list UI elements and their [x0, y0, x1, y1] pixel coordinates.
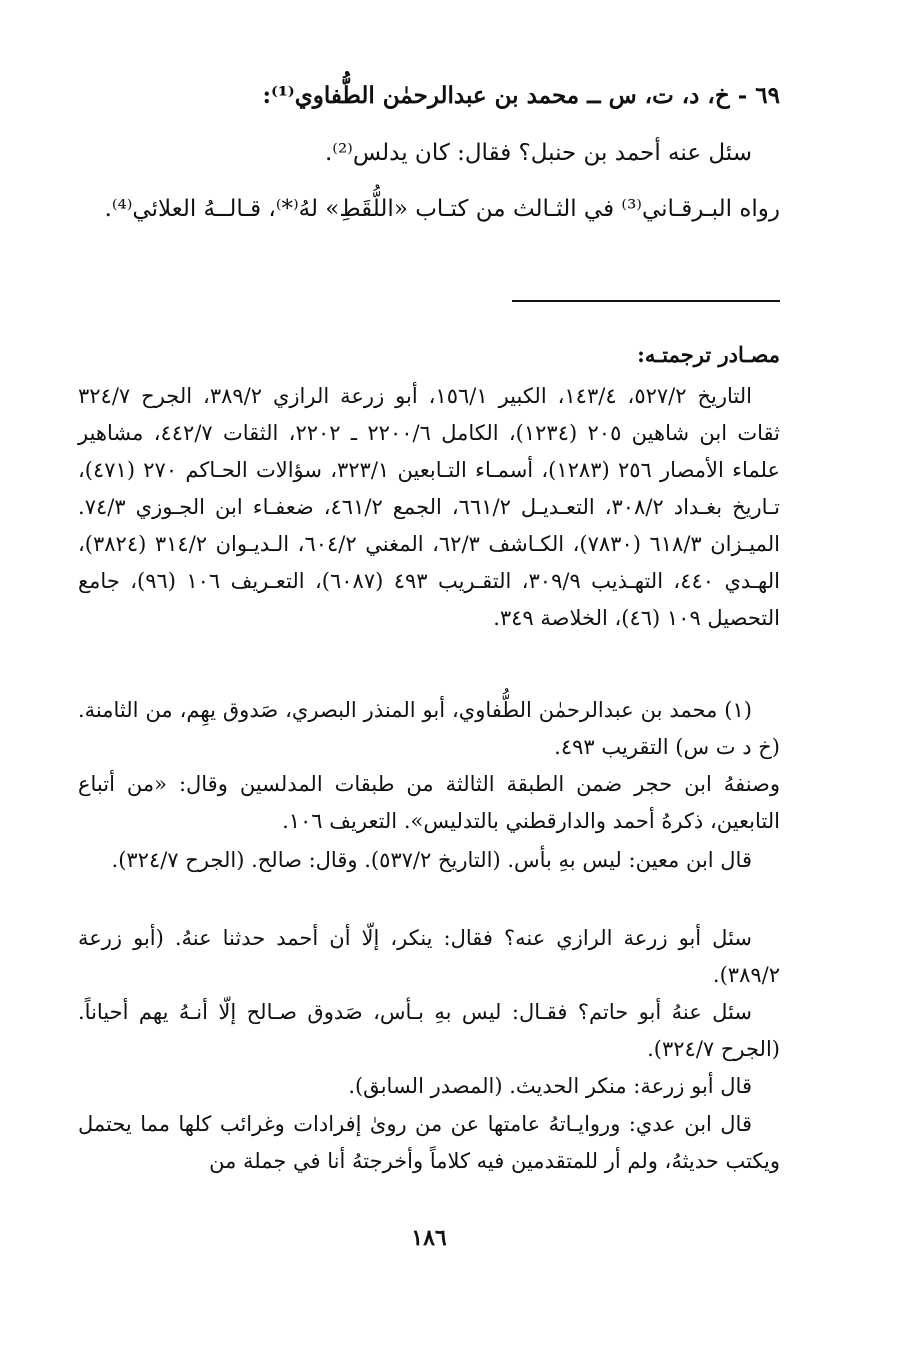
footnote-abu-hatim-text: سئل عنهُ أبو حاتم؟ فقـال: ليس بهِ بـأس، صَدوق صـالح إلّا أنـهُ يهم أحياناً. (الجرح ٣٢٤/٧). — [78, 1000, 780, 1061]
footnote-ibn-main-text: قال ابن معين: ليس بهِ بأس. (التاريخ ٥٣٧/٢). وقال: صالح. (الجرح ٣٢٤/٧). — [111, 848, 752, 872]
entry-line-ahmad — [78, 126, 780, 181]
footnote-abu-zura-text: سئل أبو زرعة الرازي عنه؟ فقال: ينكر، إلّا أن أحمد حدثنا عنهُ. (أبو زرعة ٣٨٩/٢). — [78, 926, 780, 987]
footnote-abu-zura — [78, 920, 780, 994]
sources-heading: مصـادر ترجمتـه: — [637, 342, 780, 367]
sources-list — [78, 378, 780, 637]
footnote-ibn-main — [78, 842, 780, 879]
entry-line-barqani — [78, 182, 780, 237]
footnote-tabaqat-text: وصنفهُ ابن حجر ضمن الطبقة الثالثة من طبقات المدلسين وقال: «من أتباع التابعين، ذكرهُ أحمد والدارقطني بالتدليس». التعريف ١٠٦. — [78, 772, 780, 833]
entry-header — [78, 68, 780, 123]
footnote-munkar-text: قال أبو زرعة: منكر الحديث. (المصدر السابق). — [348, 1074, 752, 1098]
footnote-ibn-adi-text: قال ابن عدي: وروايـاتهُ عامتها عن من روىٰ إفرادات وغرائب كلها مما يحتمل ويكتب حديثهُ، ولم أر للمتقدمين فيه كلاماً وأخرجتهُ أنا في جملة من — [78, 1112, 780, 1173]
footnote-ibn-adi — [78, 1106, 780, 1180]
page-number: ١٨٦ — [411, 1225, 447, 1251]
footnote-divider — [512, 300, 780, 302]
footnote-1-text: (١) محمد بن عبدالرحمٰن الطُّفاوي، أبو المنذر البصري، صَدوق يهِم، من الثامنة. (خ د ت س) التقريب ٤٩٣. — [78, 698, 780, 759]
book-page — [78, 0, 780, 1350]
entry-header-text: ٦٩ - خ، د، ت، س ــ محمد بن عبدالرحمٰن الطُّفاوي⁽¹⁾: — [262, 82, 780, 109]
footnote-munkar — [78, 1068, 780, 1105]
entry-line-barqani-text: رواه البـرقـاني⁽³⁾ في الثـالث من كتـاب «اللُّقَطِ» لهُ⁽*⁾، قـالــهُ العلائي⁽⁴⁾. — [104, 196, 780, 222]
footnote-tabaqat — [78, 766, 780, 840]
footnote-1 — [78, 692, 780, 766]
sources-list-text: التاريخ ٥٢٧/٢، ١٤٣/٤، الكبير ١٥٦/١، أبو زرعة الرازي ٣٨٩/٢، الجرح ٣٢٤/٧ ثقات ابن شاهين ٢٠٥ (١٢٣٤)، الكامل ٢٢٠٠/٦ ـ ٢٢٠٢، الثقات ٤٤٢/٧، مشاهير علماء الأمصار ٢٥٦ (١٢٨٣)، أسمـاء التـابعين ٣٢٣/١، سؤالات الحـاكم ٢٧٠ (٤٧١)، تـاريخ بغـداد ٣٠٨/٢، التعـديـل ٦٦١/٢، الجمع ٤٦١/٢، ضعفـاء ابن الجـوزي ٧٤/٣. الميـزان ٦١٨/٣ (٧٨٣٠)، الكـاشف ٦٢/٣، المغني ٦٠٤/٢، الـديـوان ٣١٤/٢ (٣٨٢٤)، الهـدي ٤٤٠، التهـذيب ٣٠٩/٩، التقـريب ٤٩٣ (٦٠٨٧)، التعـريف ١٠٦ (٩٦)، جامع التحصيل ١٠٩ (٤٦)، الخلاصة ٣٤٩. — [78, 384, 781, 630]
footnote-abu-hatim — [78, 994, 780, 1068]
entry-line-ahmad-text: سئل عنه أحمد بن حنبل؟ فقال: كان يدلس⁽²⁾. — [324, 140, 752, 166]
